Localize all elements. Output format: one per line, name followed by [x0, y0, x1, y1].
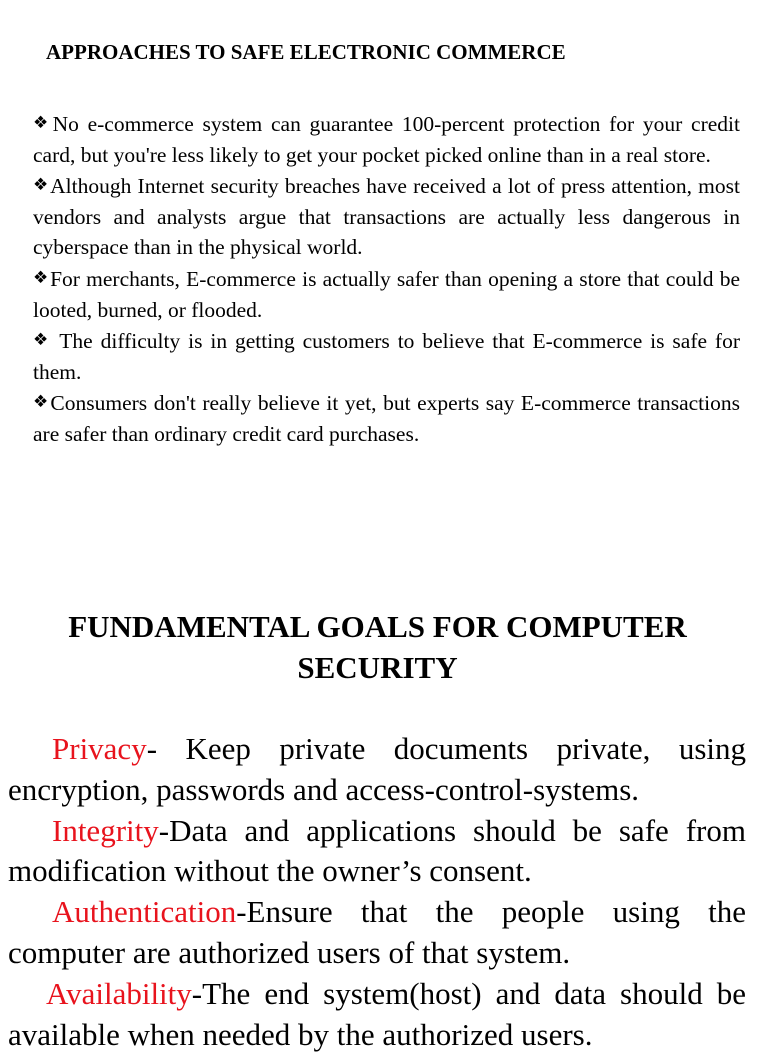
goal-text: -Ensure that the people using the computer are authorized users of that system. — [8, 894, 746, 970]
diamond-bullet-icon: ❖ — [33, 113, 52, 133]
bullet-text: The difficulty is in getting customers to believe that E-commerce is safe for them. — [33, 329, 740, 384]
goal-integrity — [8, 811, 746, 893]
bullet-text: No e-commerce system can guarantee 100-percent protection for your credit card, but you're less likely to get your pocket picked online than in a real store. — [33, 112, 740, 167]
bullet-text: Although Internet security breaches have received a lot of press attention, most vendors and analysts argue that transactions are actually less dangerous in cyberspace than in the physical world. — [33, 174, 740, 260]
diamond-bullet-icon: ❖ — [33, 267, 50, 288]
bullet-item — [33, 108, 740, 170]
section-title-security-goals: FUNDAMENTAL GOALS FOR COMPUTER SECURITY — [68, 609, 687, 685]
bullet-item — [33, 170, 740, 263]
goals-list — [8, 729, 746, 1055]
diamond-bullet-icon: ❖ — [33, 175, 50, 196]
goal-text: -The end system(host) and data should be available when needed by the authorized users. — [8, 975, 746, 1052]
bullet-item — [33, 263, 740, 325]
goal-term: Integrity — [52, 812, 159, 848]
bullet-item — [33, 325, 740, 387]
goal-authentication — [8, 892, 746, 974]
goal-privacy — [8, 729, 746, 811]
goal-term: Availability — [46, 975, 192, 1011]
diamond-bullet-icon: ❖ — [33, 330, 51, 351]
goal-text: -Data and applications should be safe from modification without the owner’s consent. — [8, 812, 746, 889]
goal-text: - Keep private documents private, using encryption, passwords and access-control-systems. — [8, 731, 746, 807]
diamond-bullet-icon: ❖ — [33, 392, 50, 413]
goal-availability — [8, 974, 746, 1055]
bullet-item — [33, 387, 740, 449]
goal-term: Privacy — [52, 731, 147, 766]
bullet-list — [33, 108, 740, 450]
bullet-text: For merchants, E-commerce is actually safer than opening a store that could be looted, burned, or flooded. — [33, 266, 740, 322]
goal-term: Authentication — [52, 894, 237, 930]
bullet-text: Consumers don't really believe it yet, but experts say E-commerce transactions are safer than ordinary credit card purchases. — [33, 391, 740, 446]
section-title-safe-ecommerce: APPROACHES TO SAFE ELECTRONIC COMMERCE — [46, 40, 566, 64]
